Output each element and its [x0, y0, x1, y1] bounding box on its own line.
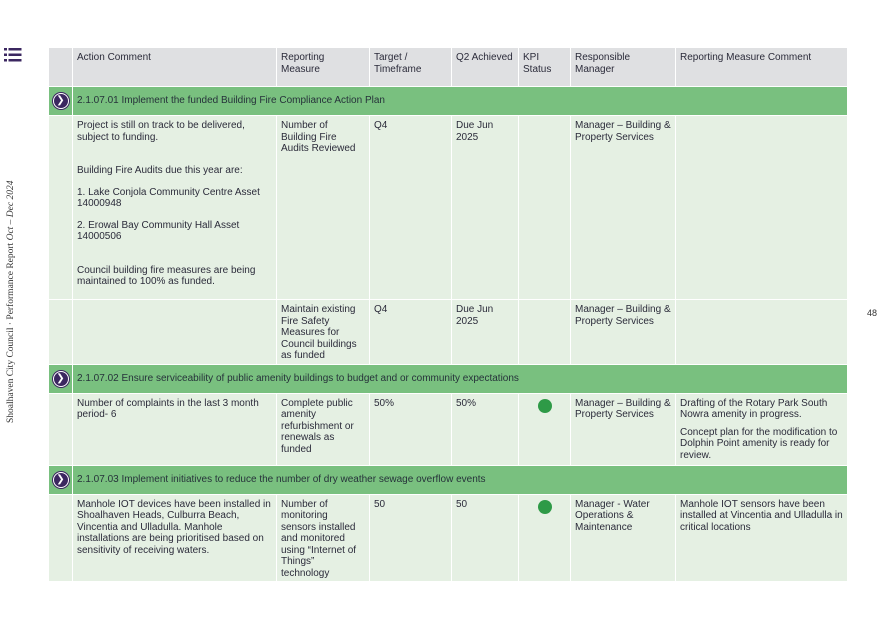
- responsible-manager: Manager – Building & Property Services: [571, 300, 676, 365]
- q2-achieved: 50: [452, 494, 519, 582]
- action-comment-text: 1. Lake Conjola Community Centre Asset 14000948: [77, 186, 260, 209]
- table-row: [49, 300, 848, 365]
- action-comment-cell: [73, 300, 277, 365]
- target: 50%: [370, 393, 452, 465]
- table-row: [49, 116, 848, 300]
- kpi-status: [519, 494, 571, 582]
- measure-comment: [676, 300, 848, 365]
- action-comment-text: Building Fire Audits due this year are:: [77, 165, 243, 176]
- chevron-right-icon[interactable]: ❯: [53, 93, 69, 109]
- action-comment-cell: Number of complaints in the last 3 month period- 6: [73, 393, 277, 465]
- chevron-right-icon[interactable]: ❯: [53, 371, 69, 387]
- header-responsible-manager: Responsible Manager: [571, 48, 676, 87]
- responsible-manager: Manager – Building & Property Services: [571, 116, 676, 300]
- header-q2-achieved: Q2 Achieved: [452, 48, 519, 87]
- performance-table: [48, 47, 848, 582]
- status-dot-icon: [538, 399, 552, 413]
- header-target: Target / Timeframe: [370, 48, 452, 87]
- measure-comment-text: Drafting of the Rotary Park South Nowra amenity in progress.: [680, 397, 828, 420]
- action-comment-text: Project is still on track to be delivered, subject to funding.: [77, 120, 245, 143]
- table-header-row: [49, 48, 848, 87]
- responsible-manager: Manager – Building & Property Services: [571, 393, 676, 465]
- table-row: [49, 494, 848, 582]
- q2-achieved: Due Jun 2025: [452, 300, 519, 365]
- action-title: 2.1.07.03 Implement initiatives to reduce the number of dry weather sewage overflow events: [73, 465, 848, 494]
- report-period: Oct – Dec 2024: [6, 180, 16, 241]
- action-title: 2.1.07.01 Implement the funded Building Fire Compliance Action Plan: [73, 87, 848, 116]
- action-comment-text: Council building fire measures are being maintained to 100% as funded.: [77, 264, 256, 287]
- table-row: [49, 393, 848, 465]
- header-action-comment: Action Comment: [73, 48, 277, 87]
- target: Q4: [370, 300, 452, 365]
- header-spacer: [49, 48, 73, 87]
- reporting-measure: Complete public amenity refurbishment or renewals as funded: [277, 393, 370, 465]
- action-comment-cell: [73, 116, 277, 300]
- measure-comment-text: Concept plan for the modification to Dolphin Point amenity is ready for review.: [680, 426, 838, 461]
- measure-comment: Manhole IOT sensors have been installed at Vincentia and Ulladulla in critical locations: [676, 494, 848, 582]
- responsible-manager: Manager - Water Operations & Maintenance: [571, 494, 676, 582]
- action-row[interactable]: [49, 465, 848, 494]
- action-comment-cell: Manhole IOT devices have been installed in Shoalhaven Heads, Culburra Beach, Vincentia and Ulladulla. Manhole installations are being prioritised based on sensitivity of receiving waters.: [73, 494, 277, 582]
- reporting-measure: Maintain existing Fire Safety Measures for Council buildings as funded: [277, 300, 370, 365]
- q2-achieved: Due Jun 2025: [452, 116, 519, 300]
- header-reporting-measure: Reporting Measure: [277, 48, 370, 87]
- target: Q4: [370, 116, 452, 300]
- report-title: Shoalhaven City Council · Performance Report: [6, 242, 16, 423]
- kpi-status: [519, 116, 571, 300]
- measure-comment: [676, 393, 848, 465]
- reporting-measure: Number of Building Fire Audits Reviewed: [277, 116, 370, 300]
- action-row[interactable]: [49, 87, 848, 116]
- kpi-status: [519, 300, 571, 365]
- menu-icon[interactable]: [4, 47, 22, 63]
- reporting-measure: Number of monitoring sensors installed and monitored using “Internet of Things” technology: [277, 494, 370, 582]
- q2-achieved: 50%: [452, 393, 519, 465]
- status-dot-icon: [538, 500, 552, 514]
- action-row[interactable]: [49, 364, 848, 393]
- chevron-right-icon[interactable]: ❯: [53, 472, 69, 488]
- kpi-status: [519, 393, 571, 465]
- page-number: 48: [867, 308, 878, 318]
- header-kpi-status: KPI Status: [519, 48, 571, 87]
- action-title: 2.1.07.02 Ensure serviceability of public amenity buildings to budget and or community expectations: [73, 364, 848, 393]
- measure-comment: [676, 116, 848, 300]
- header-measure-comment: Reporting Measure Comment: [676, 48, 848, 87]
- action-comment-text: 2. Erowal Bay Community Hall Asset 14000506: [77, 219, 240, 242]
- report-footer-title: [6, 181, 16, 423]
- target: 50: [370, 494, 452, 582]
